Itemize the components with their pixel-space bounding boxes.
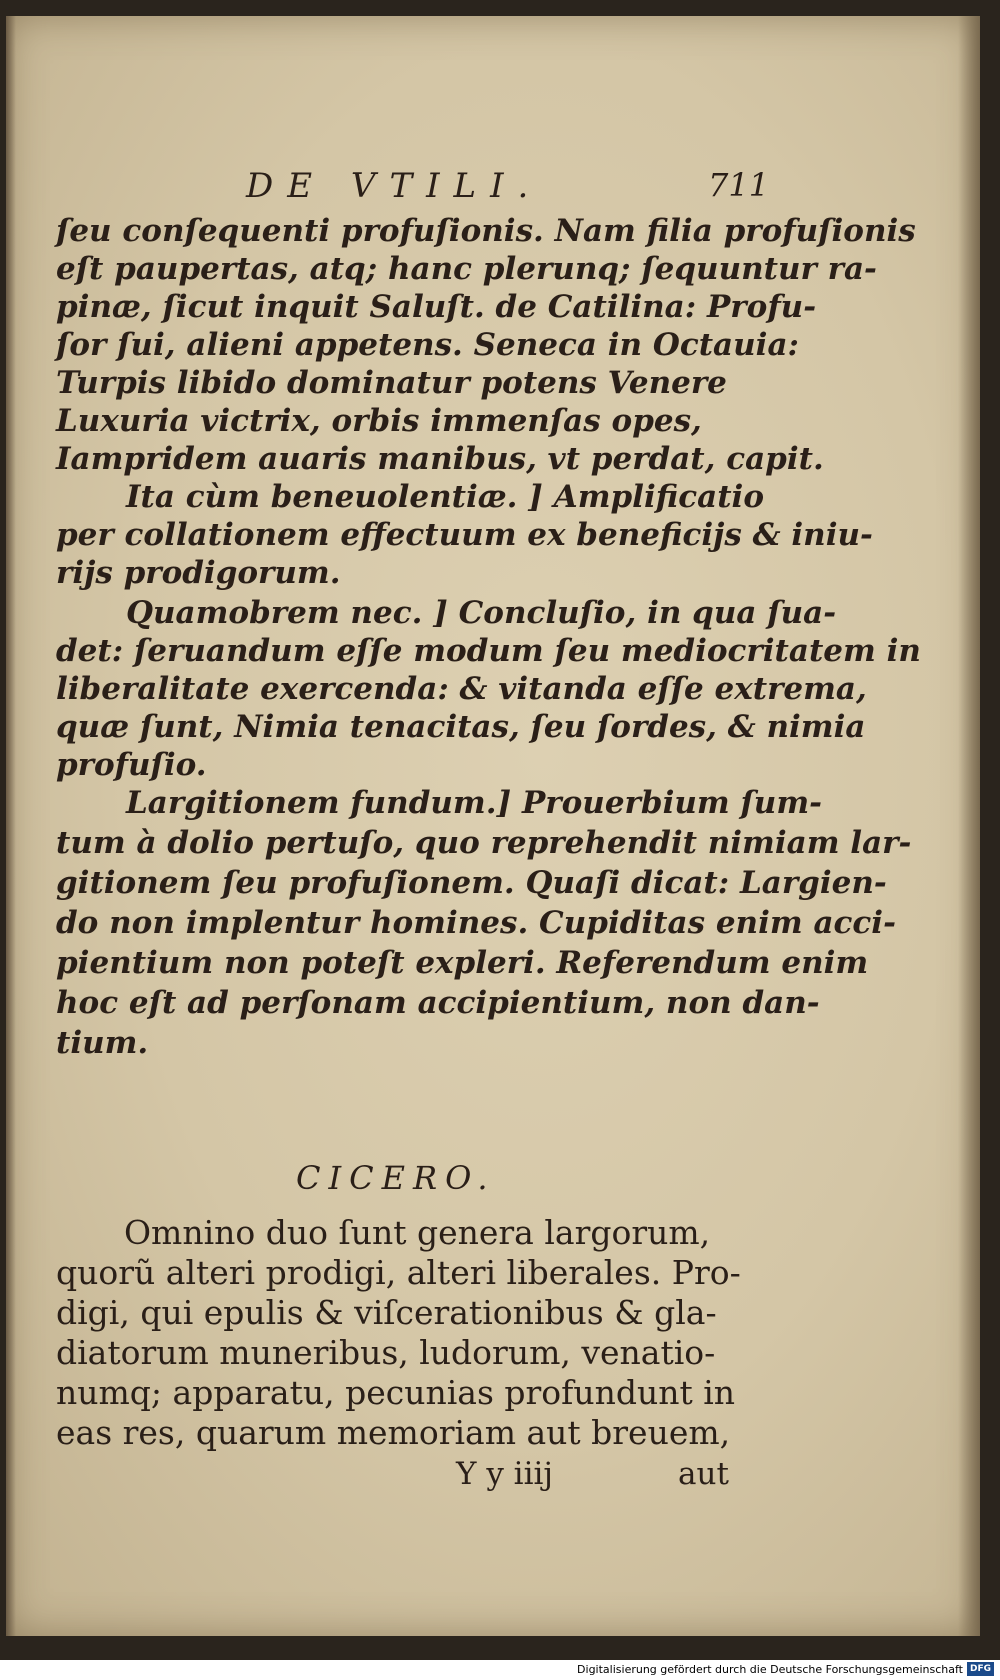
text-line: Omnino duo ſunt genera largorum,	[124, 1213, 711, 1252]
text-line: Iampridem auaris manibus, vt perdat, capit.	[56, 441, 824, 477]
footer-credit	[577, 1662, 994, 1676]
text-line: liberalitate exercenda: & vitanda eſſe extrema,	[56, 671, 867, 707]
text-line: pientium non poteſt expleri. Referendum enim	[56, 945, 869, 981]
page-number: 711	[708, 166, 770, 204]
text-line: ſeu conſequenti profuſionis. Nam filia profuſionis	[56, 213, 916, 249]
text-line: quorũ alteri prodigi, alteri liberales. Pro-	[56, 1253, 741, 1292]
text-line: tum à dolio pertuſo, quo reprehendit nimiam lar-	[56, 825, 912, 861]
signature-mark: Y y iiij	[456, 1456, 554, 1492]
text-line: numq; apparatu, pecunias profundunt in	[56, 1373, 736, 1412]
text-line: profuſio.	[56, 747, 207, 783]
text-line: per collationem effectuum ex beneficijs & iniu-	[56, 517, 873, 553]
text-line: Largitionem fundum.] Prouerbium ſum-	[126, 785, 823, 821]
text-line: diatorum muneribus, ludorum, venatio-	[56, 1333, 716, 1372]
text-line: rijs prodigorum.	[56, 555, 341, 591]
text-line: hoc eſt ad perſonam accipientium, non dan-	[56, 985, 820, 1021]
text-line: ſor ſui, alieni appetens. Seneca in Octauia:	[56, 327, 799, 363]
section-heading: CICERO.	[296, 1159, 496, 1197]
text-line: digi, qui epulis & viſcerationibus & gla-	[56, 1293, 717, 1332]
page-edge-shadow	[958, 16, 980, 1636]
catchword: aut	[678, 1456, 729, 1492]
text-line: Turpis libido dominatur potens Venere	[56, 365, 727, 401]
text-line: eſt paupertas, atq; hanc plerunq; ſequuntur ra-	[56, 251, 877, 287]
text-line: Ita cùm beneuolentiæ. ] Amplificatio	[126, 479, 764, 515]
text-line: det: ſeruandum eſſe modum ſeu mediocritatem in	[56, 633, 921, 669]
text-line: eas res, quarum memoriam aut breuem,	[56, 1413, 731, 1452]
text-line: pinæ, ſicut inquit Saluſt. de Catilina: Profu-	[56, 289, 817, 325]
text-line: do non implentur homines. Cupiditas enim acci-	[56, 905, 896, 941]
text-line: quæ ſunt, Nimia tenacitas, ſeu ſordes, & nimia	[56, 709, 866, 745]
text-line: Quamobrem nec. ] Concluſio, in qua ſua-	[126, 595, 837, 631]
book-page	[6, 16, 980, 1636]
text-line: gitionem ſeu profuſionem. Quaſi dicat: Largien-	[56, 865, 887, 901]
dfg-logo-icon: DFG	[967, 1662, 994, 1676]
page-gutter-shadow	[6, 16, 16, 1636]
text-line: tium.	[56, 1025, 149, 1061]
running-title: DE VTILI.	[246, 166, 543, 206]
text-line: Luxuria victrix, orbis immenſas opes,	[56, 403, 702, 439]
footer-credit-text: Digitalisierung gefördert durch die Deutsche Forschungsgemeinschaft	[577, 1662, 963, 1676]
